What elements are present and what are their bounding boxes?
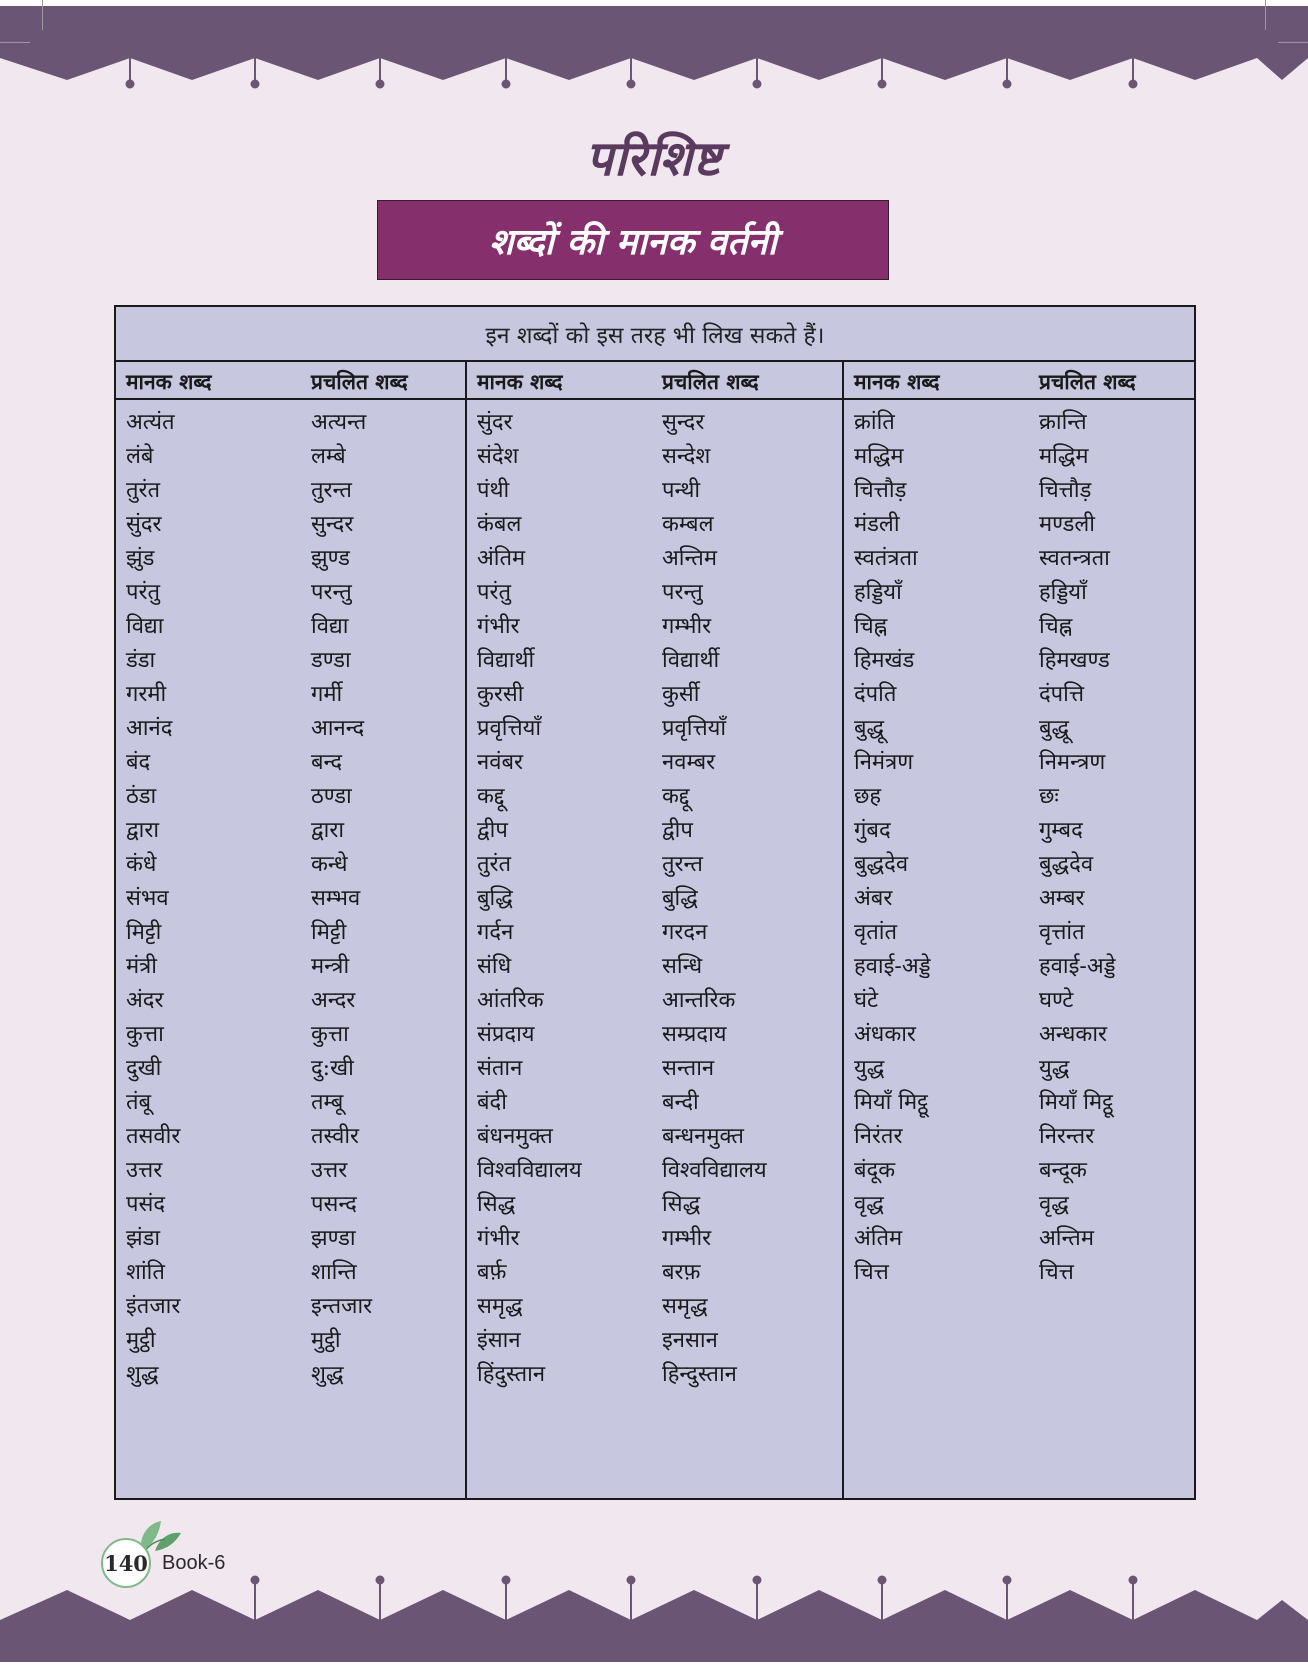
common-word: गम्भीर — [662, 614, 712, 639]
common-word: विद्या — [311, 614, 349, 639]
standard-word: गंभीर — [477, 614, 520, 639]
table-row — [116, 878, 465, 912]
table-row — [844, 1218, 1194, 1252]
common-word: बन्दूक — [1039, 1158, 1087, 1183]
header-common: प्रचलित शब्द — [662, 369, 759, 394]
common-word: डण्डा — [311, 648, 351, 673]
standard-word: बंद — [126, 750, 151, 775]
standard-word: समृद्ध — [477, 1294, 523, 1319]
table-row — [467, 572, 842, 606]
common-word: पसन्द — [311, 1192, 357, 1217]
standard-word: आंतरिक — [477, 988, 544, 1013]
common-word: दंपत्ति — [1039, 682, 1085, 707]
word-rows — [116, 400, 465, 1388]
common-word: परन्तु — [311, 580, 352, 605]
table-row — [467, 1116, 842, 1150]
common-word: बुद्धि — [662, 886, 698, 911]
standard-word: कुरसी — [477, 682, 524, 707]
common-word: सिद्ध — [662, 1192, 701, 1217]
common-word: क्रान्ति — [1039, 410, 1087, 435]
standard-word: तंबू — [126, 1090, 152, 1115]
standard-word: द्वारा — [126, 818, 160, 843]
standard-word: विद्या — [126, 614, 164, 639]
table-row — [116, 538, 465, 572]
common-word: गम्भीर — [662, 1226, 712, 1251]
standard-word: पसंद — [126, 1192, 166, 1217]
common-word: उत्तर — [311, 1158, 348, 1183]
table-row — [116, 776, 465, 810]
table-row — [467, 1184, 842, 1218]
common-word: घण्टे — [1039, 988, 1074, 1013]
standard-word: मुट्ठी — [126, 1328, 156, 1353]
standard-word: बर्फ़ — [477, 1260, 507, 1285]
standard-word: शुद्ध — [126, 1362, 159, 1387]
common-word: कम्बल — [662, 512, 714, 537]
table-row — [844, 1184, 1194, 1218]
standard-word: कंधे — [126, 852, 157, 877]
standard-word: निरंतर — [854, 1124, 903, 1149]
standard-word: वृद्ध — [854, 1192, 884, 1217]
table-row — [467, 742, 842, 776]
standard-word: चित्तौड़ — [854, 478, 907, 503]
standard-word: हड्डियाँ — [854, 580, 902, 605]
common-word: सुन्दर — [662, 410, 705, 435]
table-row — [116, 1184, 465, 1218]
word-rows — [467, 400, 842, 1388]
table-row — [844, 1082, 1194, 1116]
table-row — [844, 674, 1194, 708]
spelling-table — [114, 305, 1196, 1500]
table-row — [467, 1218, 842, 1252]
table-row — [116, 912, 465, 946]
common-word: द्वारा — [311, 818, 345, 843]
standard-word: मंडली — [854, 512, 900, 537]
table-row — [116, 504, 465, 538]
standard-word: सुंदर — [126, 512, 162, 537]
table-row — [844, 946, 1194, 980]
crop-mark — [1265, 0, 1266, 30]
table-column-2 — [467, 362, 844, 1498]
subtitle: शब्दों की मानक वर्तनी — [489, 221, 777, 263]
common-word: छः — [1039, 784, 1059, 809]
common-word: दु:खी — [311, 1056, 354, 1081]
standard-word: उत्तर — [126, 1158, 163, 1183]
table-row — [467, 1286, 842, 1320]
common-word: आनन्द — [311, 716, 365, 741]
common-word: मन्त्री — [311, 954, 350, 979]
column-header — [116, 362, 465, 400]
standard-word: मद्धिम — [854, 444, 904, 469]
standard-word: अंतिम — [477, 546, 526, 571]
common-word: गुम्बद — [1039, 818, 1083, 843]
table-row — [467, 674, 842, 708]
page-number: 140 — [101, 1538, 151, 1588]
table-row — [844, 912, 1194, 946]
standard-word: क्रांति — [854, 410, 895, 435]
common-word: निरन्तर — [1039, 1124, 1095, 1149]
standard-word: गंभीर — [477, 1226, 520, 1251]
table-row — [116, 844, 465, 878]
standard-word: अंधकार — [854, 1022, 916, 1047]
table-row — [467, 640, 842, 674]
standard-word: कुत्ता — [126, 1022, 164, 1047]
common-word: अम्बर — [1039, 886, 1085, 911]
standard-word: गुंबद — [854, 818, 891, 843]
common-word: मुट्ठी — [311, 1328, 341, 1353]
standard-word: अंबर — [854, 886, 893, 911]
table-row — [467, 844, 842, 878]
table-column-3 — [844, 362, 1194, 1498]
standard-word: लंबे — [126, 444, 154, 469]
common-word: मिट्टी — [311, 920, 347, 945]
standard-word: हवाई-अड्डे — [854, 954, 931, 979]
common-word: हड्डियाँ — [1039, 580, 1087, 605]
common-word: युद्ध — [1039, 1056, 1070, 1081]
common-word: कन्धे — [311, 852, 348, 877]
table-row — [116, 436, 465, 470]
common-word: झुण्ड — [311, 546, 350, 571]
crop-mark — [1278, 42, 1308, 43]
standard-word: युद्ध — [854, 1056, 885, 1081]
header-standard: मानक शब्द — [854, 369, 940, 394]
table-row — [844, 810, 1194, 844]
standard-word: इंसान — [477, 1328, 521, 1353]
standard-word: आनंद — [126, 716, 173, 741]
common-word: आन्तरिक — [662, 988, 736, 1013]
standard-word: पंथी — [477, 478, 510, 503]
common-word: विद्यार्थी — [662, 648, 720, 673]
standard-word: संधि — [477, 954, 512, 979]
standard-word: अत्यंत — [126, 410, 175, 435]
table-row — [844, 1150, 1194, 1184]
standard-word: बंदूक — [854, 1158, 896, 1183]
standard-word: घंटे — [854, 988, 879, 1013]
table-row — [467, 912, 842, 946]
table-row — [116, 1116, 465, 1150]
table-row — [844, 1014, 1194, 1048]
standard-word: बुद्धदेव — [854, 852, 909, 877]
table-row — [467, 1082, 842, 1116]
common-word: बुद्धू — [1039, 716, 1070, 741]
standard-word: हिंदुस्तान — [477, 1362, 546, 1387]
common-word: शुद्ध — [311, 1362, 344, 1387]
table-row — [467, 1048, 842, 1082]
table-row — [467, 1354, 842, 1388]
table-row — [844, 844, 1194, 878]
table-row — [467, 436, 842, 470]
table-row — [844, 504, 1194, 538]
standard-word: परंतु — [477, 580, 512, 605]
column-header — [844, 362, 1194, 400]
common-word: शान्ति — [311, 1260, 357, 1285]
common-word: चिह्न — [1039, 614, 1073, 639]
standard-word: द्वीप — [477, 818, 508, 843]
table-row — [116, 1252, 465, 1286]
common-word: तुरन्त — [662, 852, 703, 877]
common-word: हिन्दुस्तान — [662, 1362, 737, 1387]
table-row — [844, 1048, 1194, 1082]
common-word: सन्तान — [662, 1056, 715, 1081]
common-word: द्वीप — [662, 818, 693, 843]
table-row — [844, 470, 1194, 504]
common-word: ठण्डा — [311, 784, 352, 809]
book-label: Book-6 — [162, 1552, 226, 1574]
common-word: चित्तौड़ — [1039, 478, 1092, 503]
common-word: सन्धि — [662, 954, 703, 979]
table-row — [467, 1150, 842, 1184]
top-decorative-band — [0, 0, 1308, 90]
standard-word: संतान — [477, 1056, 523, 1081]
table-row — [116, 572, 465, 606]
table-row — [467, 776, 842, 810]
standard-word: बंधनमुक्त — [477, 1124, 553, 1149]
common-word: मियाँ मिट्ठू — [1039, 1090, 1113, 1115]
common-word: तस्वीर — [311, 1124, 360, 1149]
common-word: इन्तजार — [311, 1294, 373, 1319]
table-row — [116, 742, 465, 776]
table-row — [844, 1116, 1194, 1150]
table-row — [116, 606, 465, 640]
table-row — [844, 708, 1194, 742]
common-word: पन्थी — [662, 478, 701, 503]
common-word: मण्डली — [1039, 512, 1095, 537]
standard-word: वृतांत — [854, 920, 898, 945]
standard-word: बुद्धि — [477, 886, 513, 911]
table-row — [467, 538, 842, 572]
standard-word: विश्वविद्यालय — [477, 1158, 582, 1183]
table-row — [844, 402, 1194, 436]
common-word: इनसान — [662, 1328, 718, 1353]
table-row — [467, 980, 842, 1014]
standard-word: नवंबर — [477, 750, 524, 775]
table-column-1 — [116, 362, 467, 1498]
common-word: निमन्त्रण — [1039, 750, 1106, 775]
common-word: लम्बे — [311, 444, 346, 469]
standard-word: मियाँ मिट्ठू — [854, 1090, 928, 1115]
common-word: समृद्ध — [662, 1294, 708, 1319]
table-row — [116, 810, 465, 844]
common-word: झण्डा — [311, 1226, 356, 1251]
column-header — [467, 362, 842, 400]
standard-word: गरमी — [126, 682, 167, 707]
common-word: कुत्ता — [311, 1022, 349, 1047]
common-word: कद्दू — [662, 784, 690, 809]
common-word: कुर्सी — [662, 682, 700, 707]
table-row — [467, 1014, 842, 1048]
standard-word: सुंदर — [477, 410, 513, 435]
standard-word: तुरंत — [477, 852, 512, 877]
common-word: परन्तु — [662, 580, 703, 605]
standard-word: निमंत्रण — [854, 750, 914, 775]
table-row — [467, 1252, 842, 1286]
table-row — [467, 946, 842, 980]
common-word: बरफ़ — [662, 1260, 701, 1285]
standard-word: सिद्ध — [477, 1192, 516, 1217]
common-word: स्वतन्त्रता — [1039, 546, 1110, 571]
page-title: परिशिष्ट — [585, 131, 723, 187]
table-row — [467, 1320, 842, 1354]
standard-word: संभव — [126, 886, 169, 911]
table-row — [467, 402, 842, 436]
common-word: हवाई-अड्डे — [1039, 954, 1116, 979]
common-word: नवम्बर — [662, 750, 716, 775]
crop-mark — [0, 42, 30, 43]
standard-word: झंडा — [126, 1226, 161, 1251]
standard-word: परंतु — [126, 580, 161, 605]
table-row — [844, 436, 1194, 470]
common-word: गरदन — [662, 920, 708, 945]
standard-word: अंदर — [126, 988, 164, 1013]
standard-word: कद्दू — [477, 784, 505, 809]
standard-word: छह — [854, 784, 882, 809]
standard-word: कंबल — [477, 512, 522, 537]
table-row — [844, 572, 1194, 606]
common-word: वृद्ध — [1039, 1192, 1069, 1217]
table-row — [844, 878, 1194, 912]
standard-word: तुरंत — [126, 478, 161, 503]
common-word: वृत्तांत — [1039, 920, 1085, 945]
header-common: प्रचलित शब्द — [311, 369, 408, 394]
standard-word: अंतिम — [854, 1226, 903, 1251]
common-word: तुरन्त — [311, 478, 352, 503]
common-word: सम्भव — [311, 886, 361, 911]
table-row — [467, 708, 842, 742]
crop-mark — [42, 0, 43, 30]
table-row — [116, 1286, 465, 1320]
standard-word: इंतजार — [126, 1294, 181, 1319]
standard-word: दंपति — [854, 682, 897, 707]
table-row — [116, 1048, 465, 1082]
table-row — [116, 980, 465, 1014]
common-word: सुन्दर — [311, 512, 354, 537]
table-row — [116, 402, 465, 436]
header-standard: मानक शब्द — [477, 369, 563, 394]
standard-word: दुखी — [126, 1056, 162, 1081]
table-row — [844, 742, 1194, 776]
table-row — [116, 1320, 465, 1354]
header-common: प्रचलित शब्द — [1039, 369, 1136, 394]
common-word: सम्प्रदाय — [662, 1022, 727, 1047]
table-row — [844, 980, 1194, 1014]
standard-word: संदेश — [477, 444, 519, 469]
standard-word: डंडा — [126, 648, 156, 673]
bottom-decorative-band — [0, 1570, 1308, 1668]
standard-word: प्रवृत्तियाँ — [477, 716, 542, 741]
standard-word: मिट्टी — [126, 920, 162, 945]
standard-word: झुंड — [126, 546, 155, 571]
common-word: बन्धनमुक्त — [662, 1124, 744, 1149]
standard-word: मंत्री — [126, 954, 157, 979]
table-row — [116, 674, 465, 708]
table-row — [467, 878, 842, 912]
standard-word: शांति — [126, 1260, 165, 1285]
table-row — [116, 708, 465, 742]
table-row — [467, 606, 842, 640]
table-row — [116, 1014, 465, 1048]
header-standard: मानक शब्द — [126, 369, 212, 394]
table-row — [844, 776, 1194, 810]
common-word: प्रवृत्तियाँ — [662, 716, 727, 741]
word-rows — [844, 400, 1194, 1286]
common-word: मद्धिम — [1039, 444, 1089, 469]
standard-word: चित्त — [854, 1260, 889, 1285]
standard-word: ठंडा — [126, 784, 157, 809]
table-row — [844, 1252, 1194, 1286]
table-row — [116, 1082, 465, 1116]
table-row — [116, 1354, 465, 1388]
common-word: चित्त — [1039, 1260, 1074, 1285]
table-row — [467, 470, 842, 504]
common-word: विश्वविद्यालय — [662, 1158, 767, 1183]
standard-word: हिमखंड — [854, 648, 915, 673]
table-row — [116, 1150, 465, 1184]
common-word: अन्धकार — [1039, 1022, 1108, 1047]
table-row — [116, 1218, 465, 1252]
standard-word: संप्रदाय — [477, 1022, 535, 1047]
standard-word: स्वतंत्रता — [854, 546, 918, 571]
table-row — [844, 640, 1194, 674]
common-word: अन्दर — [311, 988, 356, 1013]
common-word: बन्दी — [662, 1090, 699, 1115]
common-word: अत्यन्त — [311, 410, 367, 435]
common-word: बुद्धदेव — [1039, 852, 1094, 877]
standard-word: तसवीर — [126, 1124, 181, 1149]
standard-word: बंदी — [477, 1090, 507, 1115]
table-row — [844, 538, 1194, 572]
common-word: तम्बू — [311, 1090, 344, 1115]
standard-word: बुद्धू — [854, 716, 885, 741]
standard-word: गर्दन — [477, 920, 514, 945]
table-row — [844, 606, 1194, 640]
table-row — [116, 470, 465, 504]
table-caption: इन शब्दों को इस तरह भी लिख सकते हैं। — [116, 307, 1194, 362]
common-word: बन्द — [311, 750, 343, 775]
common-word: अन्तिम — [1039, 1226, 1094, 1251]
table-row — [467, 504, 842, 538]
common-word: अन्तिम — [662, 546, 717, 571]
common-word: सन्देश — [662, 444, 711, 469]
standard-word: विद्यार्थी — [477, 648, 535, 673]
subtitle-banner — [377, 200, 889, 280]
common-word: गर्मी — [311, 682, 343, 707]
table-row — [467, 810, 842, 844]
table-row — [116, 946, 465, 980]
common-word: हिमखण्ड — [1039, 648, 1110, 673]
table-row — [116, 640, 465, 674]
standard-word: चिह्न — [854, 614, 888, 639]
